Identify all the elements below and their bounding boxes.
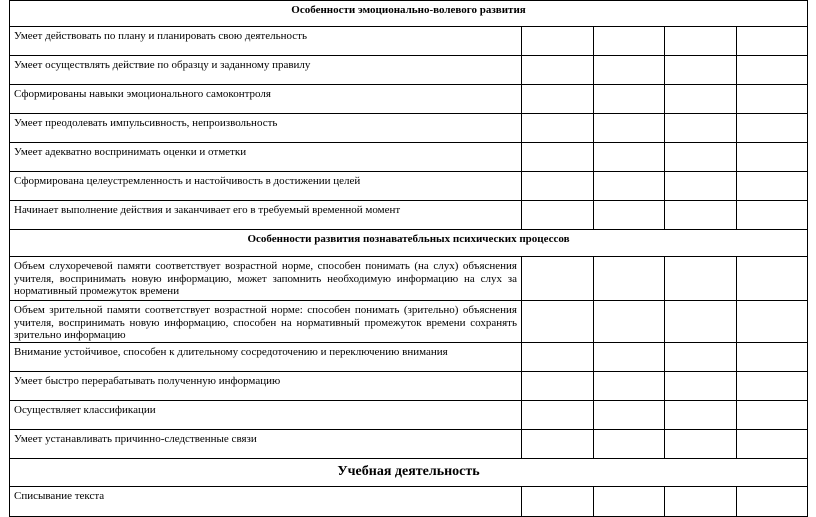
mark-cell[interactable] [737, 85, 808, 114]
mark-cell[interactable] [594, 371, 665, 400]
mark-cell[interactable] [522, 201, 594, 230]
mark-cell[interactable] [522, 56, 594, 85]
section-title: Учебная деятельность [10, 458, 808, 486]
mark-cell[interactable] [665, 201, 737, 230]
mark-cell[interactable] [665, 257, 737, 301]
mark-cell[interactable] [594, 400, 665, 429]
criterion-label: Осуществляет классификации [10, 400, 522, 429]
criterion-label: Внимание устойчивое, способен к длительному сосредоточению и переключению внимания [10, 342, 522, 371]
mark-cell[interactable] [737, 301, 808, 343]
mark-cell[interactable] [522, 143, 594, 172]
table-row [10, 85, 808, 114]
mark-cell[interactable] [737, 400, 808, 429]
mark-cell[interactable] [737, 371, 808, 400]
mark-cell[interactable] [665, 85, 737, 114]
mark-cell[interactable] [594, 56, 665, 85]
section-header-row [10, 458, 808, 486]
table-row [10, 429, 808, 458]
mark-cell[interactable] [522, 371, 594, 400]
mark-cell[interactable] [522, 257, 594, 301]
mark-cell[interactable] [737, 27, 808, 56]
criterion-label: Умеет быстро перерабатывать полученную информацию [10, 371, 522, 400]
mark-cell[interactable] [522, 27, 594, 56]
mark-cell[interactable] [737, 486, 808, 516]
mark-cell[interactable] [522, 301, 594, 343]
table-row [10, 400, 808, 429]
mark-cell[interactable] [737, 56, 808, 85]
criterion-label: Списывание текста [10, 486, 522, 516]
table-row [10, 56, 808, 85]
table-row [10, 371, 808, 400]
mark-cell[interactable] [665, 429, 737, 458]
mark-cell[interactable] [665, 172, 737, 201]
table-row [10, 257, 808, 301]
section-title: Особенности эмоционально-волевого развития [10, 1, 808, 27]
mark-cell[interactable] [522, 114, 594, 143]
criterion-label: Сформированы навыки эмоционального самоконтроля [10, 85, 522, 114]
mark-cell[interactable] [594, 429, 665, 458]
criterion-label: Умеет преодолевать импульсивность, непроизвольность [10, 114, 522, 143]
table-row [10, 27, 808, 56]
table-row [10, 342, 808, 371]
table-row [10, 486, 808, 516]
mark-cell[interactable] [737, 114, 808, 143]
mark-cell[interactable] [737, 429, 808, 458]
mark-cell[interactable] [522, 429, 594, 458]
criterion-label: Объем зрительной памяти соответствует возрастной норме: способен понимать (зрительно) объяснения учителя, воспринимать новую информацию, способен на нормативный промежуток времени сохранять зрительно информацию [10, 301, 522, 343]
mark-cell[interactable] [665, 27, 737, 56]
mark-cell[interactable] [594, 143, 665, 172]
criterion-label: Сформирована целеустремленность и настойчивость в достижении целей [10, 172, 522, 201]
mark-cell[interactable] [737, 201, 808, 230]
criterion-label: Умеет осуществлять действие по образцу и заданному правилу [10, 56, 522, 85]
mark-cell[interactable] [522, 172, 594, 201]
mark-cell[interactable] [594, 172, 665, 201]
mark-cell[interactable] [522, 342, 594, 371]
mark-cell[interactable] [522, 486, 594, 516]
mark-cell[interactable] [737, 257, 808, 301]
mark-cell[interactable] [665, 56, 737, 85]
mark-cell[interactable] [665, 143, 737, 172]
mark-cell[interactable] [594, 27, 665, 56]
mark-cell[interactable] [665, 486, 737, 516]
mark-cell[interactable] [594, 301, 665, 343]
mark-cell[interactable] [594, 486, 665, 516]
assessment-table [9, 0, 808, 517]
mark-cell[interactable] [522, 85, 594, 114]
table-row [10, 172, 808, 201]
mark-cell[interactable] [665, 301, 737, 343]
criterion-label: Умеет устанавливать причинно-следственные связи [10, 429, 522, 458]
table-row [10, 301, 808, 343]
section-header-row [10, 1, 808, 27]
table-row [10, 114, 808, 143]
mark-cell[interactable] [522, 400, 594, 429]
mark-cell[interactable] [594, 114, 665, 143]
mark-cell[interactable] [665, 114, 737, 143]
criterion-label: Умеет действовать по плану и планировать свою деятельность [10, 27, 522, 56]
mark-cell[interactable] [665, 400, 737, 429]
mark-cell[interactable] [594, 257, 665, 301]
table-row [10, 201, 808, 230]
mark-cell[interactable] [594, 342, 665, 371]
section-title: Особенности развития познаватебльных психических процессов [10, 230, 808, 257]
mark-cell[interactable] [665, 371, 737, 400]
mark-cell[interactable] [665, 342, 737, 371]
criterion-label: Объем слухоречевой памяти соответствует возрастной норме, способен понимать (на слух) объяснения учителя, воспринимать новую информацию, может запомнить необходимую информацию на слух за нормативный промежуток времени [10, 257, 522, 301]
criterion-label: Умеет адекватно воспринимать оценки и отметки [10, 143, 522, 172]
mark-cell[interactable] [737, 342, 808, 371]
mark-cell[interactable] [737, 172, 808, 201]
criterion-label: Начинает выполнение действия и заканчивает его в требуемый временной момент [10, 201, 522, 230]
mark-cell[interactable] [594, 201, 665, 230]
mark-cell[interactable] [594, 85, 665, 114]
mark-cell[interactable] [737, 143, 808, 172]
section-header-row [10, 230, 808, 257]
table-row [10, 143, 808, 172]
